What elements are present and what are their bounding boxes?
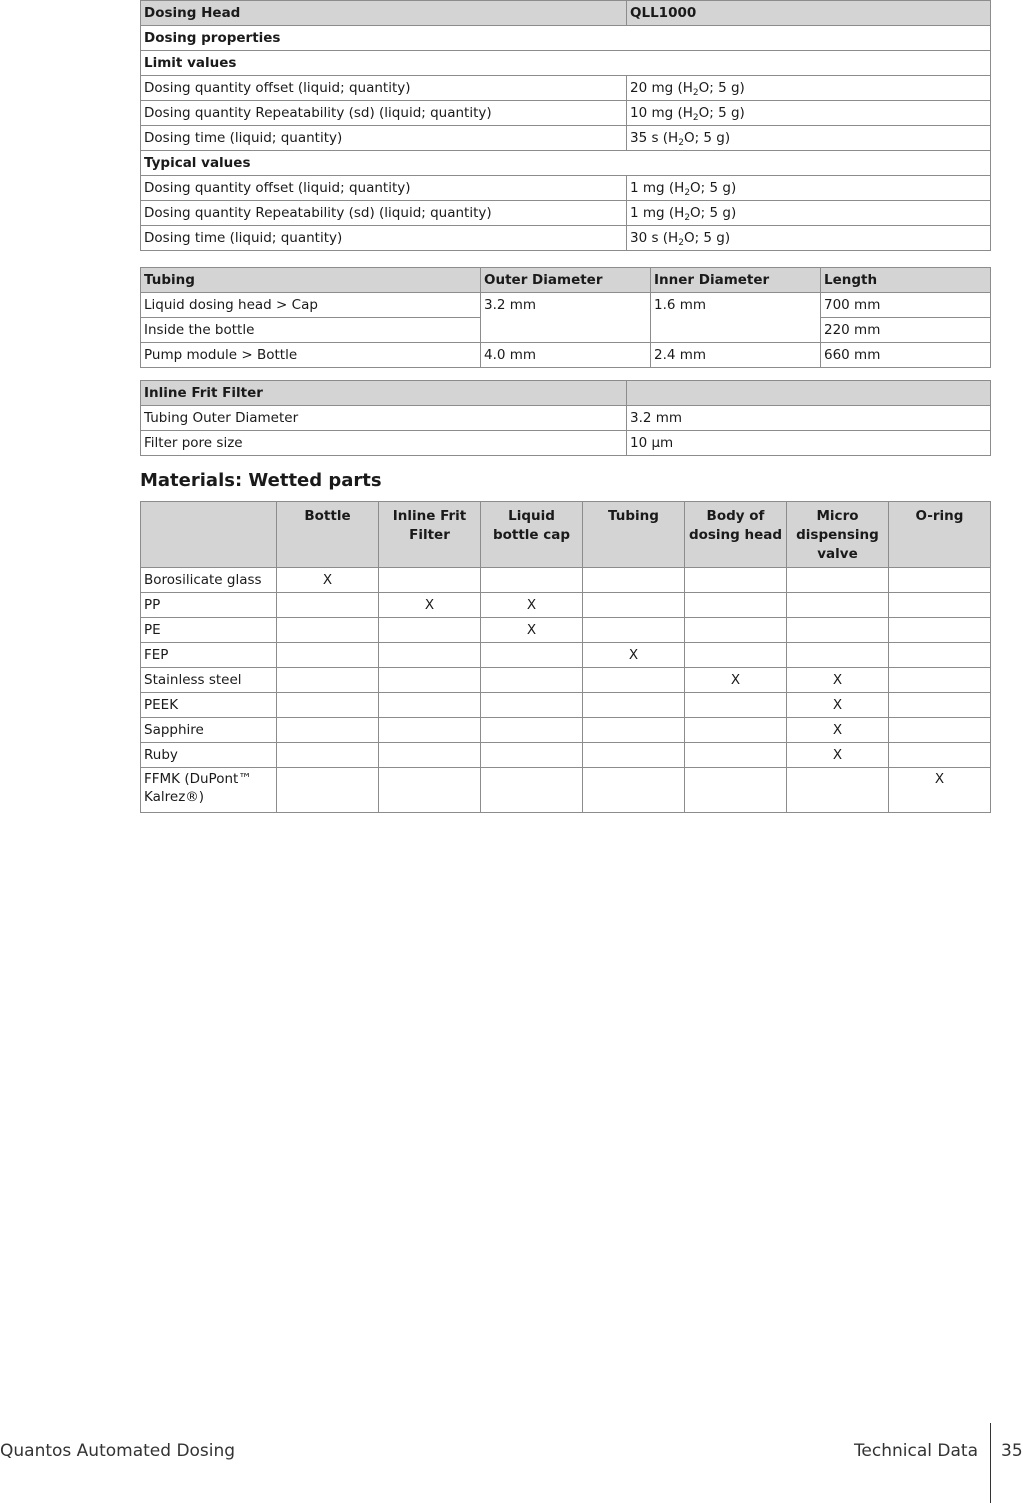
material-mark (787, 768, 889, 813)
material-name: Sapphire (141, 718, 277, 743)
page-number: 35 (1001, 1441, 1023, 1461)
material-mark (277, 743, 379, 768)
table-row (141, 618, 991, 643)
tubing-table (140, 267, 991, 368)
material-mark: X (889, 768, 991, 813)
material-mark (481, 768, 583, 813)
row-value: 1 mg ($H_2O$; 5 g) (627, 176, 991, 201)
length: 700 mm (821, 293, 991, 318)
header-cell (141, 502, 277, 568)
table-row (141, 343, 991, 368)
material-mark (787, 643, 889, 668)
header-cell: Tubing (141, 268, 481, 293)
material-mark (787, 593, 889, 618)
table-row (141, 126, 991, 151)
table-row (141, 176, 991, 201)
table-row (141, 668, 991, 693)
materials-table (140, 501, 991, 813)
outer-diameter: 4.0 mm (481, 343, 651, 368)
table-row (141, 293, 991, 318)
inner-diameter: 1.6 mm (651, 293, 821, 343)
material-mark (787, 618, 889, 643)
material-mark (583, 568, 685, 593)
row-label: Dosing quantity offset (liquid; quantity) (141, 76, 627, 101)
table-row (141, 693, 991, 718)
table-row (141, 593, 991, 618)
table-row (141, 743, 991, 768)
material-mark (685, 643, 787, 668)
header-cell: Length (821, 268, 991, 293)
material-mark (889, 743, 991, 768)
table-row (141, 201, 991, 226)
material-mark (379, 718, 481, 743)
material-mark: X (481, 593, 583, 618)
material-name: PE (141, 618, 277, 643)
material-mark (787, 568, 889, 593)
header-cell: QLL1000 (627, 1, 991, 26)
material-mark (889, 618, 991, 643)
material-mark: X (583, 643, 685, 668)
material-mark (277, 668, 379, 693)
length: 220 mm (821, 318, 991, 343)
material-mark (481, 743, 583, 768)
table-row (141, 76, 991, 101)
footer-divider (990, 1423, 991, 1503)
footer-product: Quantos Automated Dosing (0, 1441, 236, 1461)
table-row (141, 643, 991, 668)
material-mark (889, 668, 991, 693)
material-mark (583, 668, 685, 693)
header-cell: O-ring (889, 502, 991, 568)
material-mark: X (787, 743, 889, 768)
material-mark (277, 618, 379, 643)
section-row (141, 26, 991, 51)
material-mark (889, 568, 991, 593)
table-row (141, 406, 991, 431)
table-header-row (141, 381, 991, 406)
table-row (141, 431, 991, 456)
section-label: Limit values (141, 51, 991, 76)
material-mark (583, 768, 685, 813)
row-value: 10 µm (627, 431, 991, 456)
material-mark (481, 568, 583, 593)
material-mark (583, 718, 685, 743)
material-mark (379, 768, 481, 813)
header-cell: Liquid bottle cap (481, 502, 583, 568)
header-cell: Bottle (277, 502, 379, 568)
row-value: 10 mg ($H_2O$; 5 g) (627, 101, 991, 126)
table-row (141, 226, 991, 251)
row-value: 1 mg ($H_2O$; 5 g) (627, 201, 991, 226)
material-name: Stainless steel (141, 668, 277, 693)
material-mark (583, 593, 685, 618)
material-mark (277, 768, 379, 813)
header-cell (627, 381, 991, 406)
material-mark: X (685, 668, 787, 693)
material-mark (685, 618, 787, 643)
material-mark (685, 593, 787, 618)
header-cell: Inline Frit Filter (379, 502, 481, 568)
table-header-row (141, 268, 991, 293)
material-mark (379, 693, 481, 718)
row-label: Liquid dosing head > Cap (141, 293, 481, 318)
table-header-row (141, 502, 991, 568)
outer-diameter: 3.2 mm (481, 293, 651, 343)
material-mark (889, 718, 991, 743)
row-label: Dosing time (liquid; quantity) (141, 226, 627, 251)
material-mark: X (379, 593, 481, 618)
material-mark (379, 568, 481, 593)
material-mark (583, 693, 685, 718)
header-cell: Body of dosing head (685, 502, 787, 568)
material-mark (481, 643, 583, 668)
row-label: Pump module > Bottle (141, 343, 481, 368)
material-mark: X (277, 568, 379, 593)
material-mark (889, 593, 991, 618)
material-mark (685, 568, 787, 593)
material-mark (277, 718, 379, 743)
header-cell: Inner Diameter (651, 268, 821, 293)
materials-body (141, 568, 991, 813)
section-row (141, 51, 991, 76)
material-mark (889, 693, 991, 718)
section-label: Dosing properties (141, 26, 991, 51)
material-mark (379, 643, 481, 668)
row-label: Filter pore size (141, 431, 627, 456)
material-mark (277, 643, 379, 668)
material-mark: X (787, 693, 889, 718)
material-name: Borosilicate glass (141, 568, 277, 593)
material-mark (583, 618, 685, 643)
row-label: Tubing Outer Diameter (141, 406, 627, 431)
material-mark (277, 693, 379, 718)
table-row (141, 101, 991, 126)
row-value: 3.2 mm (627, 406, 991, 431)
material-mark (889, 643, 991, 668)
section-label: Typical values (141, 151, 991, 176)
inner-diameter: 2.4 mm (651, 343, 821, 368)
material-mark (481, 693, 583, 718)
material-mark (481, 718, 583, 743)
row-value: 35 s ($H_2O$; 5 g) (627, 126, 991, 151)
header-cell: Tubing (583, 502, 685, 568)
table-header-row (141, 1, 991, 26)
table-row (141, 768, 991, 813)
section-row (141, 151, 991, 176)
material-mark (379, 668, 481, 693)
material-mark (685, 743, 787, 768)
header-cell: Micro dispensing valve (787, 502, 889, 568)
material-mark: X (787, 718, 889, 743)
footer-section: Technical Data (853, 1441, 978, 1461)
material-mark (685, 718, 787, 743)
row-label: Inside the bottle (141, 318, 481, 343)
length: 660 mm (821, 343, 991, 368)
row-label: Dosing time (liquid; quantity) (141, 126, 627, 151)
dosing-head-table (140, 0, 991, 251)
filter-table (140, 380, 991, 456)
material-mark: X (787, 668, 889, 693)
table-row (141, 568, 991, 593)
material-mark (379, 618, 481, 643)
material-name: Ruby (141, 743, 277, 768)
material-name: PP (141, 593, 277, 618)
material-mark (685, 693, 787, 718)
header-cell: Dosing Head (141, 1, 627, 26)
material-mark (379, 743, 481, 768)
material-mark (481, 668, 583, 693)
row-value: 20 mg ($H_2O$; 5 g) (627, 76, 991, 101)
row-value: 30 s ($H_2O$; 5 g) (627, 226, 991, 251)
materials-heading: Materials: Wetted parts (140, 470, 382, 491)
row-label: Dosing quantity Repeatability (sd) (liquid; quantity) (141, 101, 627, 126)
material-mark (685, 768, 787, 813)
row-label: Dosing quantity Repeatability (sd) (liquid; quantity) (141, 201, 627, 226)
material-name: FFMK (DuPont™ Kalrez®) (141, 768, 277, 813)
material-name: PEEK (141, 693, 277, 718)
material-name: FEP (141, 643, 277, 668)
material-mark (583, 743, 685, 768)
table-row (141, 718, 991, 743)
material-mark: X (481, 618, 583, 643)
material-mark (277, 593, 379, 618)
header-cell: Outer Diameter (481, 268, 651, 293)
header-cell: Inline Frit Filter (141, 381, 627, 406)
row-label: Dosing quantity offset (liquid; quantity) (141, 176, 627, 201)
